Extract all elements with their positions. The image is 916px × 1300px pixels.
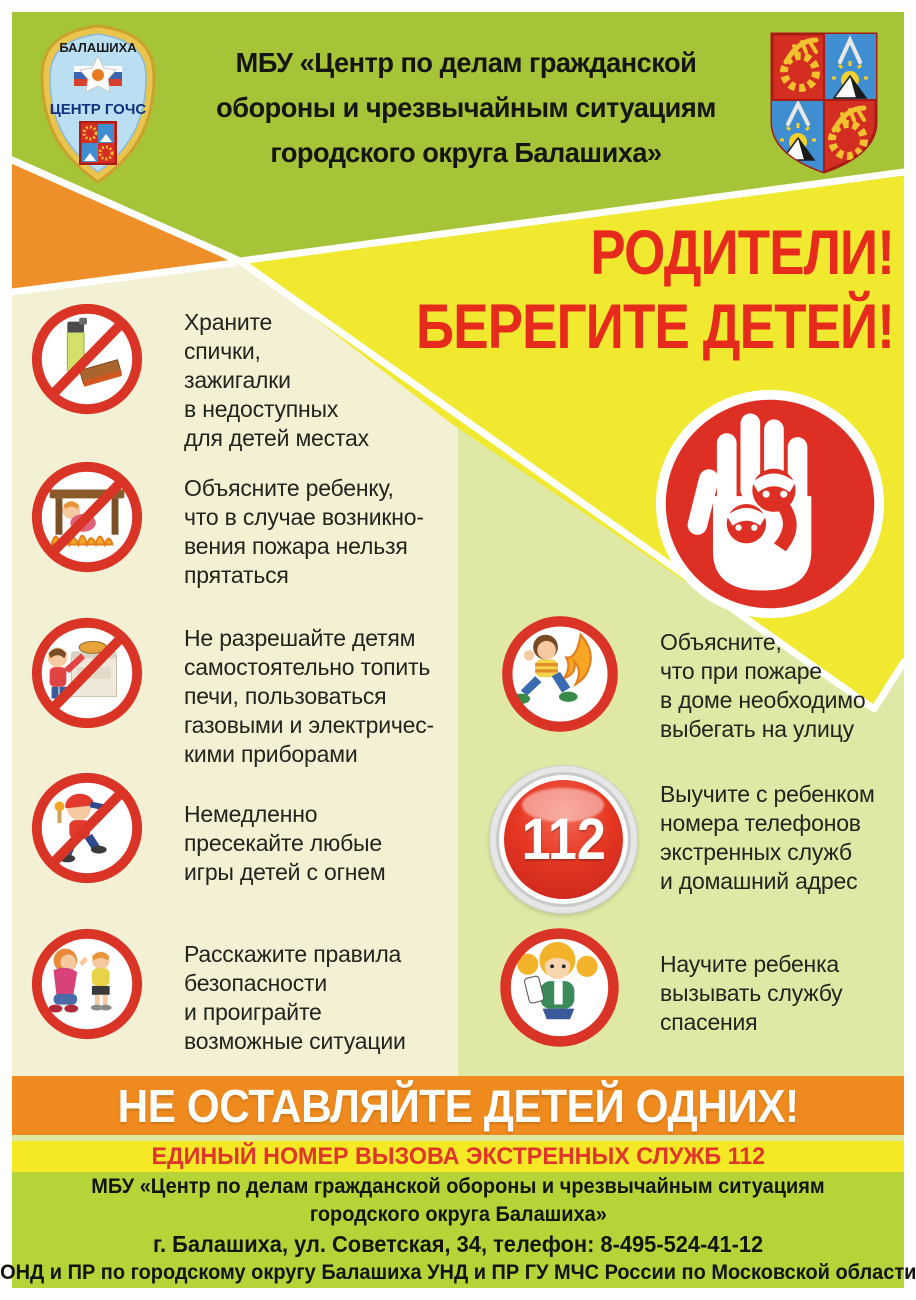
line: самостоятельно топить xyxy=(184,654,431,680)
emblem-label: ЦЕНТР ГОЧС xyxy=(49,101,147,118)
poster-inner xyxy=(0,12,916,1288)
footer-address-phone: г. Балашиха, ул. Советская, 34, телефон: 8-495-524-41-12 xyxy=(152,1231,764,1257)
headline-line-1: РОДИТЕЛИ! xyxy=(590,218,894,288)
line: безопасности xyxy=(184,970,328,996)
footer-line-2: городского округа Балашиха» xyxy=(309,1203,607,1226)
no-fire-games-icon xyxy=(28,769,146,887)
emblem-mini-coat xyxy=(80,122,116,164)
banner-title: НЕ ОСТАВЛЯЙТЕ ДЕТЕЙ ОДНИХ! xyxy=(117,1079,799,1132)
call-rescue-icon xyxy=(496,924,623,1051)
no-stove-use-icon xyxy=(28,614,146,732)
line: Расскажите правила xyxy=(184,941,402,967)
line: спасения xyxy=(660,1009,758,1035)
line: газовыми и электричес- xyxy=(184,712,435,738)
banner-dont-leave-children xyxy=(12,1076,904,1135)
protect-children-emblem xyxy=(652,386,888,622)
footer-line-1: МБУ «Центр по делам гражданской обороны и чрезвычайным ситуациям xyxy=(91,1175,825,1198)
tip-text-call-rescue xyxy=(660,950,842,1037)
emblem-arc-text: БАЛАШИХА xyxy=(59,40,137,55)
line: что при пожаре xyxy=(660,658,822,684)
emergency-number: 112 xyxy=(521,807,606,872)
line: Объясните, xyxy=(660,629,782,655)
line: для детей местах xyxy=(184,425,369,451)
line: пресекайте любые xyxy=(184,830,382,856)
tip-text-run-outside xyxy=(660,628,866,744)
footer-line-4: ОНД и ПР по городскому округу Балашиха УНД и ПР ГУ МЧС России по Московской области xyxy=(0,1261,916,1284)
line: в недоступных xyxy=(184,396,339,422)
tip-text-learn-numbers xyxy=(660,780,875,896)
title-line-3: городского округа Балашиха» xyxy=(270,137,662,168)
title-line-2: обороны и чрезвычайным ситуациям xyxy=(216,92,716,123)
gochs-emblem xyxy=(32,22,164,190)
line: возможные ситуации xyxy=(184,1028,406,1054)
line: игры детей с огнем xyxy=(184,859,386,885)
footer-contacts xyxy=(0,1172,916,1288)
line: спички, xyxy=(184,338,261,364)
banner-emergency-number xyxy=(12,1141,904,1172)
emergency-112-core xyxy=(504,780,623,899)
headline xyxy=(416,216,894,364)
headline-line-2: БЕРЕГИТЕ ДЕТЕЙ! xyxy=(416,292,894,362)
line: Храните xyxy=(184,309,273,335)
rule-text-matches xyxy=(184,308,369,453)
line: печи, пользоваться xyxy=(184,683,387,709)
line: и домашний адрес xyxy=(660,868,858,894)
line: Не разрешайте детям xyxy=(184,625,416,651)
no-lighter-matches-icon xyxy=(28,300,146,418)
no-hiding-under-table-icon xyxy=(28,458,146,576)
line: прятаться xyxy=(184,562,289,588)
rule-text-no-stove xyxy=(184,624,434,769)
title-line-1: МБУ «Центр по делам гражданской xyxy=(235,47,697,78)
balashikha-coat-of-arms xyxy=(764,28,884,178)
line: Немедленно xyxy=(184,801,318,827)
line: Объясните ребенку, xyxy=(184,475,394,501)
line: номера телефонов xyxy=(660,810,861,836)
safety-talk-icon xyxy=(28,925,146,1043)
line: зажигалки xyxy=(184,367,291,393)
line: что в случае возникно- xyxy=(184,504,424,530)
line: кими приборами xyxy=(184,741,358,767)
rule-text-safety-talk xyxy=(184,940,406,1056)
line: экстренных служб xyxy=(660,839,852,865)
line: вения пожара нельзя xyxy=(184,533,408,559)
page-title xyxy=(169,40,763,175)
line: вызывать службу xyxy=(660,980,843,1006)
banner-subtitle: ЕДИНЫЙ НОМЕР ВЫЗОВА ЭКСТРЕННЫХ СЛУЖБ 112 xyxy=(151,1142,765,1170)
rule-text-no-hiding xyxy=(184,474,424,590)
rule-text-no-fire-games xyxy=(184,800,385,887)
emergency-112-button-icon xyxy=(489,765,638,914)
line: Выучите с ребенком xyxy=(660,781,875,807)
line: Научите ребенка xyxy=(660,951,840,977)
run-outside-icon xyxy=(498,612,622,736)
line: выбегать на улицу xyxy=(660,716,854,742)
line: в доме необходимо xyxy=(660,687,866,713)
line: и проиграйте xyxy=(184,999,322,1025)
